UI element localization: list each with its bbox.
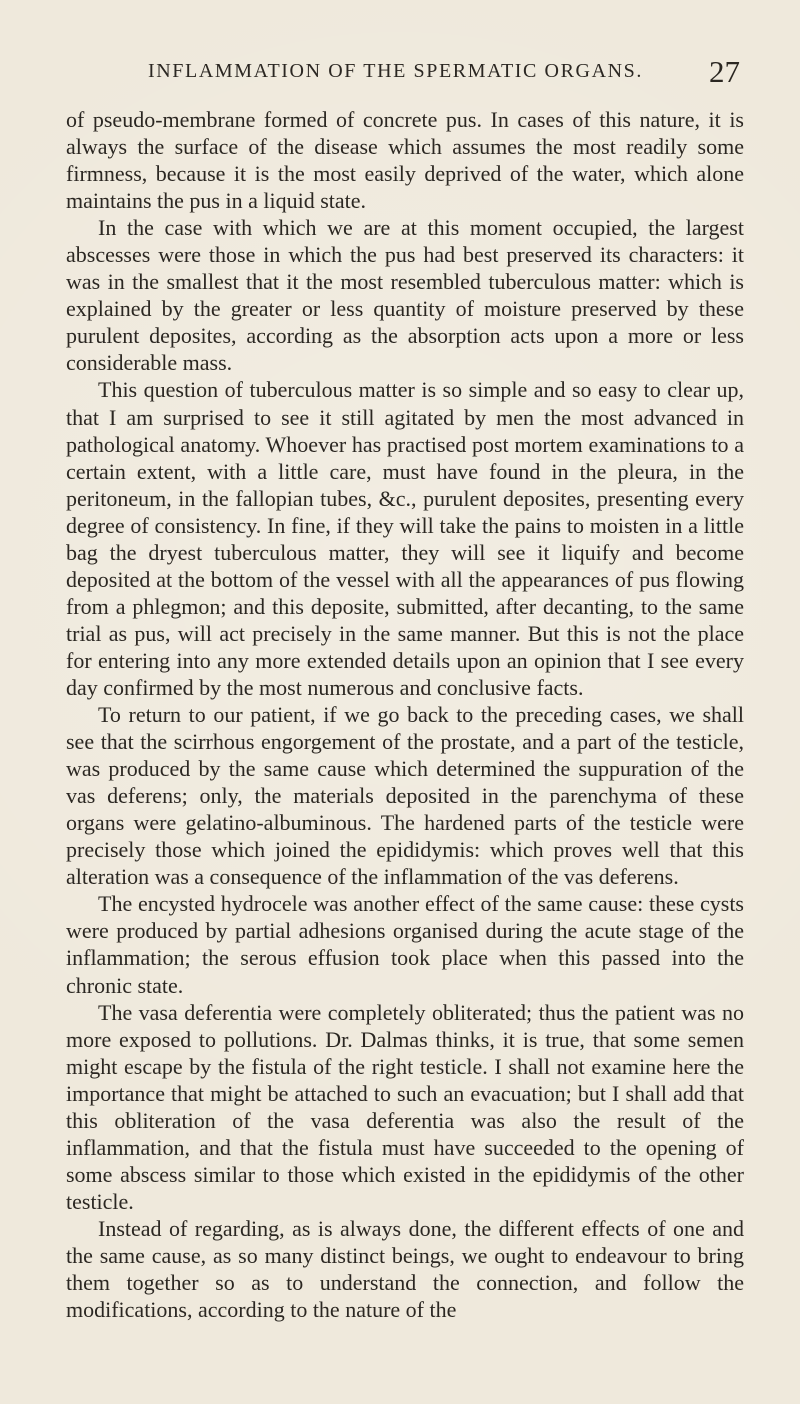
paragraph-tuberculous-matter: This question of tuberculous matter is so simple and so easy to clear up, that I am surprised to see it still agitated by men the most advanced in pathological anatomy. Whoever has practised post mortem examinations to a certain extent, with a little care, must have found in the pleura, in the peritoneum, in the fallopian tubes, &c., purulent deposites, presenting every degree of consistency. In fine, if they will take the pains to moisten in a little bag the dryest tuberculous matter, they will see it liquify and become deposited at the bottom of the vessel with all the appearances of pus flowing from a phlegmon; and this deposite, submitted, after decanting, to the same trial as pus, will act precisely in the same manner. But this is not the place for entering into any more extended details upon an opinion that I see every day confirmed by the most numerous and conclusive facts. bbox=[66, 377, 744, 700]
paragraph-abscesses: In the case with which we are at this moment occupied, the largest abscesses were those in which the pus had best preserved its characters: it was in the smallest that it the most resembled tuberculous matter: which is explained by the greater or less quantity of moisture preserved by these purulent deposites, according as the absorption acts upon a more or less considerable mass. bbox=[66, 215, 744, 376]
body-text bbox=[66, 106, 744, 1323]
paragraph-vasa-deferentia: The vasa deferentia were completely obliterated; thus the patient was no more exposed to pollutions. Dr. Dalmas thinks, it is true, that some semen might escape by the fistula of the right testicle. I shall not examine here the importance that might be attached to such an evacuation; but I shall add that this obliteration of the vasa deferentia was also the result of the inflammation, and that the fistula must have succeeded to the opening of some abscess similar to those which existed in the epididymis of the other testicle. bbox=[66, 999, 744, 1214]
paragraph-different-effects: Instead of regarding, as is always done, the different effects of one and the same cause, as so many distinct beings, we ought to endeavour to bring them together so as to understand the connection, and follow the modifications, according to the nature of the bbox=[66, 1215, 744, 1323]
running-title: INFLAMMATION OF THE SPERMATIC ORGANS. bbox=[148, 60, 643, 82]
running-header bbox=[66, 54, 744, 106]
page-number: 27 bbox=[709, 54, 740, 89]
paragraph-continuation: of pseudo-membrane formed of concrete pus. In cases of this nature, it is always the surface of the disease which assumes the most readily some firmness, because it is the most easily deprived of the water, which alone maintains the pus in a liquid state. bbox=[66, 107, 744, 214]
paragraph-encysted-hydrocele: The encysted hydrocele was another effect of the same cause: these cysts were produced by partial adhesions organised during the acute stage of the inflammation; the serous effusion took place when this passed into the chronic state. bbox=[66, 891, 744, 998]
paragraph-patient-cases: To return to our patient, if we go back to the preceding cases, we shall see that the scirrhous engorgement of the prostate, and a part of the testicle, was produced by the same cause which determined the suppuration of the vas deferens; only, the materials deposited in the parenchyma of these organs were gelatino-albuminous. The hardened parts of the testicle were precisely those which joined the epididymis: which proves well that this alteration was a consequence of the inflammation of the vas deferens. bbox=[66, 702, 744, 890]
